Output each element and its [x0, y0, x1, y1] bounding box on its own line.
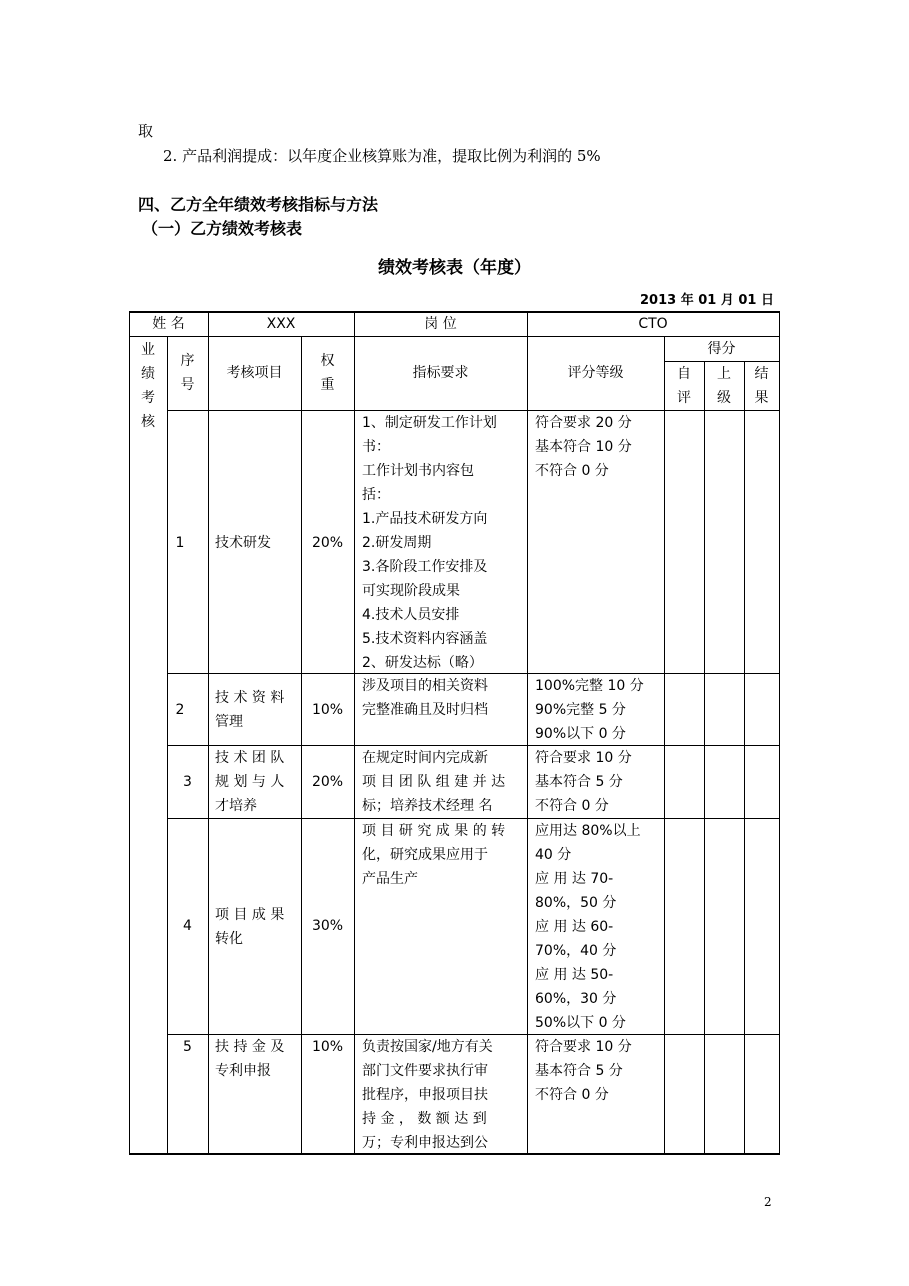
row-3-requirement: 在规定时间内完成新 项 目 团 队 组 建 并 达 标；培养技术经理 名 [362, 750, 506, 814]
row-1-grading: 符合要求 20 分 基本符合 10 分 不符合 0 分 [535, 415, 632, 479]
seq-header: 序 号 [180, 353, 195, 393]
row-4-weight: 30% [311, 918, 344, 934]
row-1-weight: 20% [311, 535, 344, 551]
row-5-grading: 符合要求 10 分 基本符合 5 分 不符合 0 分 [535, 1039, 632, 1103]
row-1-no: 1 [175, 535, 185, 551]
row-5-requirement: 负责按国家/地方有关 部门文件要求执行审 批程序，申报项目扶 持 金 ， 数 额 达 到 万；专利申报达到公 [362, 1039, 493, 1151]
position-label: 岗 位 [424, 316, 457, 332]
score-header: 得分 [707, 341, 736, 357]
superior-header: 上 级 [717, 366, 731, 406]
name-value: XXX [266, 316, 296, 332]
section-subheading: （一）乙方绩效考核表 [142, 219, 303, 238]
intro-line-1: 取 [138, 122, 154, 140]
row-1-item: 技术研发 [215, 535, 271, 551]
row-3-grading: 符合要求 10 分 基本符合 5 分 不符合 0 分 [535, 750, 632, 814]
row-5-item: 扶 持 金 及 专利申报 [215, 1039, 285, 1079]
position-value: CTO [638, 316, 668, 332]
section-heading: 四、乙方全年绩效考核指标与方法 [138, 195, 379, 214]
row-4-item: 项 目 成 果 转化 [215, 907, 285, 947]
row-5-no: 5 [183, 1039, 192, 1055]
row-3-weight: 20% [311, 774, 344, 790]
category-label: 业 绩 考 核 [141, 342, 155, 430]
row-2-no: 2 [175, 702, 185, 718]
page-number: 2 [764, 1195, 772, 1209]
self-eval-header: 自 评 [677, 366, 691, 406]
row-4-grading: 应用达 80%以上 40 分 应 用 达 70- 80%，50 分 应 用 达 60- 70%，40 分 应 用 达 50- 60%，30 分 50%以下 0 分 [535, 823, 641, 1031]
row-1-requirement: 1、制定研发工作计划 书： 工作计划书内容包 括： 1.产品技术研发方向 2.研发周期 3.各阶段工作安排及 可实现阶段成果 4.技术人员安排 5.技术资料内容涵盖 2、研发达标（略） [362, 415, 497, 671]
row-4-no: 4 [183, 918, 192, 934]
item-header: 考核项目 [226, 365, 283, 381]
requirement-header: 指标要求 [412, 365, 469, 381]
name-label: 姓 名 [152, 316, 185, 332]
table-date: 2013 年 01 月 01 日 [640, 293, 774, 308]
row-2-requirement: 涉及项目的相关资料 完整准确且及时归档 [362, 678, 488, 718]
row-4-requirement: 项 目 研 究 成 果 的 转 化，研究成果应用于 产品生产 [362, 823, 506, 887]
intro-line-2: 2. 产品利润提成：以年度企业核算账为准，提取比例为利润的 5% [163, 147, 601, 165]
table-title: 绩效考核表（年度） [378, 258, 531, 278]
row-3-no: 3 [183, 774, 192, 790]
row-5-weight: 10% [311, 1039, 344, 1055]
weight-header: 权 重 [320, 353, 335, 393]
row-2-grading: 100%完整 10 分 90%完整 5 分 90%以下 0 分 [535, 678, 644, 742]
row-2-weight: 10% [311, 702, 344, 718]
row-2-item: 技 术 资 料 管理 [215, 690, 285, 730]
row-3-item: 技 术 团 队 规 划 与 人 才培养 [215, 750, 285, 814]
grading-header: 评分等级 [567, 365, 624, 381]
result-header: 结 果 [754, 366, 769, 406]
